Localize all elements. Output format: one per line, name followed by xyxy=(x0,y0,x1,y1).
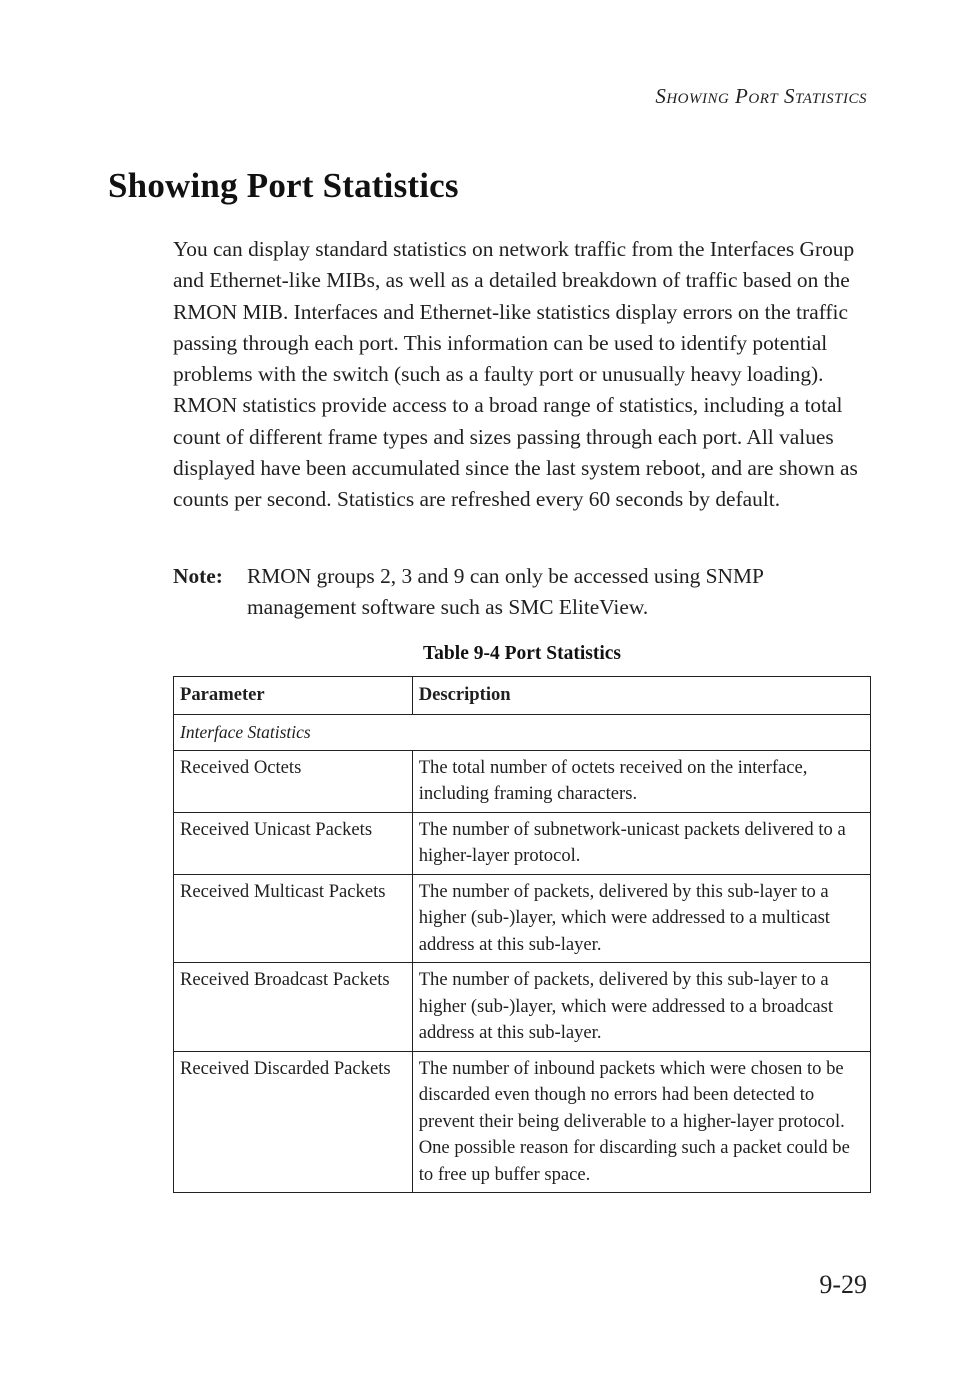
section-label: Interface Statistics xyxy=(174,715,871,751)
table-row xyxy=(174,750,871,812)
page-number: 9-29 xyxy=(819,1270,867,1299)
table-row xyxy=(174,1051,871,1193)
table-row xyxy=(174,812,871,874)
table-row xyxy=(174,874,871,963)
parameter-cell: Received Octets xyxy=(174,750,413,812)
port-statistics-table xyxy=(173,676,871,1193)
parameter-cell: Received Unicast Packets xyxy=(174,812,413,874)
column-header-parameter: Parameter xyxy=(174,677,413,715)
column-header-description: Description xyxy=(412,677,870,715)
note-text: RMON groups 2, 3 and 9 can only be accessed using SNMP management software such as SMC EliteView. xyxy=(247,564,764,620)
description-cell: The number of inbound packets which were chosen to be discarded even though no errors had been detected to prevent their being deliverable to a higher-layer protocol. One possible reason for discarding such a packet could be to free up buffer space. xyxy=(412,1051,870,1193)
description-cell: The total number of octets received on the interface, including framing characters. xyxy=(412,750,870,812)
table-header-row xyxy=(174,677,871,715)
running-head: Showing Port Statistics xyxy=(655,84,867,108)
parameter-cell: Received Broadcast Packets xyxy=(174,963,413,1052)
table-section-row xyxy=(174,715,871,751)
description-cell: The number of packets, delivered by this sub-layer to a higher (sub-)layer, which were addressed to a broadcast address at this sub-layer. xyxy=(412,963,870,1052)
note xyxy=(173,561,873,624)
description-cell: The number of subnetwork-unicast packets delivered to a higher-layer protocol. xyxy=(412,812,870,874)
intro-paragraph: You can display standard statistics on network traffic from the Interfaces Group and Ethernet-like MIBs, as well as a detailed breakdown of traffic based on the RMON MIB. Interfaces and Ethernet-like statistics display errors on the traffic passing through each port. This information can be used to identify potential problems with the switch (such as a faulty port or unusually heavy loading). RMON statistics provide access to a broad range of statistics, including a total count of different frame types and sizes passing through each port. All values displayed have been accumulated since the last system reboot, and are shown as counts per second. Statistics are refreshed every 60 seconds by default. xyxy=(173,237,858,512)
table-row xyxy=(174,963,871,1052)
note-label: Note: xyxy=(173,564,223,588)
parameter-cell: Received Multicast Packets xyxy=(174,874,413,963)
parameter-cell: Received Discarded Packets xyxy=(174,1051,413,1193)
page-title: Showing Port Statistics xyxy=(108,166,459,205)
table-caption: Table 9-4 Port Statistics xyxy=(422,643,622,664)
description-cell: The number of packets, delivered by this sub-layer to a higher (sub-)layer, which were addressed to a multicast address at this sub-layer. xyxy=(412,874,870,963)
